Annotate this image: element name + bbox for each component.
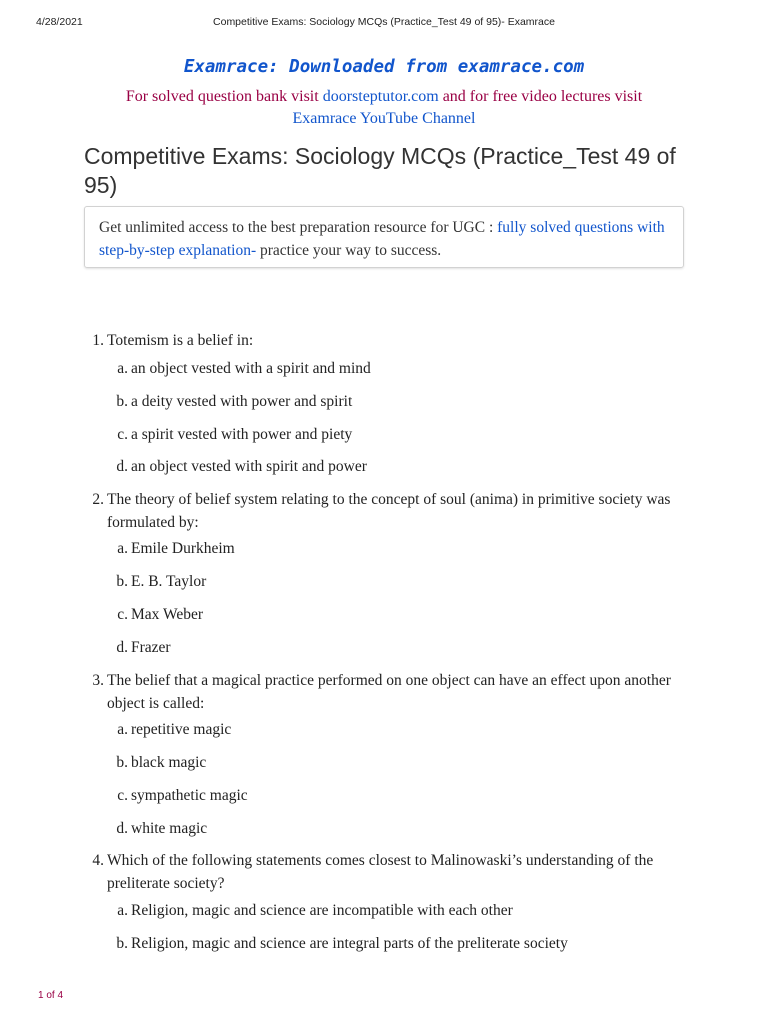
print-header (36, 16, 732, 30)
promo-text-1: For solved question bank visit (125, 88, 323, 105)
option-letter: d. (116, 639, 128, 656)
option-letter: d. (116, 458, 128, 475)
option-a (0, 719, 768, 741)
option-letter: a. (117, 902, 128, 919)
option-b (0, 933, 768, 955)
option-letter: b. (116, 393, 128, 410)
option-letter: c. (117, 787, 128, 804)
promo-text-2: and for free video lectures visit (438, 88, 643, 105)
access-notice (84, 206, 684, 268)
option-c (0, 785, 768, 807)
option-letter: b. (116, 935, 128, 952)
option-letter: b. (116, 573, 128, 590)
option-letter: b. (116, 754, 128, 771)
option-text: repetitive magic (131, 721, 232, 738)
option-text: an object vested with spirit and power (131, 458, 367, 475)
option-c (0, 424, 768, 446)
option-text: sympathetic magic (131, 787, 248, 804)
option-text: Emile Durkheim (131, 540, 235, 557)
option-text: Frazer (131, 639, 171, 656)
doorsteptutor-link[interactable]: doorsteptutor.com (322, 88, 439, 105)
option-letter: a. (117, 360, 128, 377)
option-a (0, 538, 768, 560)
page-counter: 1 of 4 (38, 990, 64, 1001)
option-letter: c. (117, 426, 128, 443)
print-date: 4/28/2021 (36, 16, 83, 28)
question-text: The belief that a magical practice performed on one object can have an effect upon another object is called: (107, 672, 671, 712)
option-letter: a. (117, 721, 128, 738)
option-a (0, 358, 768, 380)
option-a (0, 900, 768, 922)
option-text: E. B. Taylor (131, 573, 207, 590)
question-text: Which of the following statements comes closest to Malinowaski’s understanding of the preliterate society? (107, 852, 654, 892)
option-b (0, 391, 768, 413)
print-page-title: Competitive Exams: Sociology MCQs (Practice_Test 49 of 95)- Examrace (213, 16, 555, 28)
option-d (0, 818, 768, 840)
notice-text-1: Get unlimited access to the best preparation resource for UGC : (99, 219, 498, 236)
youtube-channel-link[interactable]: Examrace YouTube Channel (292, 110, 476, 127)
option-d (0, 456, 768, 478)
option-text: Religion, magic and science are integral parts of the preliterate society (131, 935, 568, 952)
question-text: Totemism is a belief in: (107, 332, 254, 349)
brand-banner: Examrace: Downloaded from examrace.com (183, 57, 585, 77)
option-text: an object vested with a spirit and mind (131, 360, 371, 377)
option-letter: a. (117, 540, 128, 557)
page-title: Competitive Exams: Sociology MCQs (Practice_Test 49 of 95) (84, 143, 676, 198)
option-text: Max Weber (131, 606, 204, 623)
option-text: a deity vested with power and spirit (131, 393, 353, 410)
question-number: 1. (92, 332, 104, 349)
question-number: 2. (92, 491, 104, 508)
notice-text-2: practice your way to success. (256, 242, 442, 259)
option-b (0, 752, 768, 774)
option-c (0, 604, 768, 626)
option-text: white magic (131, 820, 208, 837)
question-number: 3. (92, 672, 104, 689)
option-text: black magic (131, 754, 207, 771)
option-text: Religion, magic and science are incompatible with each other (131, 902, 513, 919)
option-b (0, 571, 768, 593)
promo-text (80, 86, 688, 130)
question-number: 4. (92, 852, 104, 869)
option-text: a spirit vested with power and piety (131, 426, 353, 443)
solved-questions-link[interactable]: fully solved questions with step-by-step explanation- (99, 219, 665, 259)
question-text: The theory of belief system relating to the concept of soul (anima) in primitive society was formulated by: (107, 491, 671, 531)
option-letter: d. (116, 820, 128, 837)
option-d (0, 637, 768, 659)
option-letter: c. (117, 606, 128, 623)
